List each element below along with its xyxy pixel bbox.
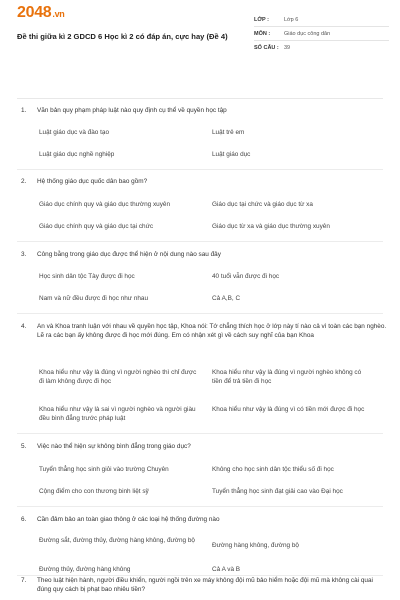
option-c[interactable]: Cộng điểm cho con thương binh liệt sỹ: [39, 488, 149, 495]
question-number: 5.: [21, 443, 27, 450]
option-b[interactable]: 40 tuổi vẫn được đi học: [212, 273, 280, 280]
exam-title: Đề thi giữa kì 2 GDCD 6 Học kì 2 có đáp án, cực hay (Đề 4): [17, 32, 228, 41]
option-d[interactable]: Tuyển thẳng học sinh đạt giải cao vào Đại học: [212, 488, 343, 495]
option-a[interactable]: Tuyển thẳng học sinh giỏi vào trường Chuyên: [39, 466, 169, 473]
question-number: 6.: [21, 516, 27, 523]
option-a[interactable]: Đường sắt, đường thủy, đường hàng không, đường bộ: [39, 537, 195, 544]
meta-label: MÔN :: [254, 30, 271, 37]
option-c[interactable]: Giáo dục chính quy và giáo dục tại chức: [39, 223, 154, 230]
question-separator: [17, 313, 383, 314]
question-separator: [17, 433, 383, 434]
question-text: Văn bản quy phạm pháp luật nào quy định cụ thể về quyền học tập: [37, 107, 227, 114]
question-number: 1.: [21, 107, 27, 114]
option-b[interactable]: Không cho học sinh dân tộc thiểu số đi học: [212, 466, 334, 473]
question-text: Cần đảm bảo an toàn giao thông ở các loại hệ thống đường nào: [37, 516, 220, 523]
question-text: Hệ thống giáo dục quốc dân bao gồm?: [37, 178, 148, 185]
option-d[interactable]: Khoa hiểu như vậy là đúng vì có tiền mới được đi học: [212, 406, 365, 413]
site-logo[interactable]: 2048.vn: [17, 4, 65, 21]
option-b[interactable]: Đường hàng không, đường bộ: [212, 542, 299, 549]
option-c[interactable]: Đường thủy, đường hàng không: [39, 566, 131, 573]
meta-value: Lớp 6: [284, 16, 299, 23]
question-separator: [17, 506, 383, 507]
option-a[interactable]: Khoa hiểu như vậy là đúng vì người nghèo thì chỉ được đi làm không được đi học: [39, 369, 197, 386]
option-d[interactable]: Luật giáo dục: [212, 151, 251, 158]
question-number: 4.: [21, 323, 27, 330]
option-d[interactable]: Cả A và B: [212, 566, 241, 573]
question-separator: [17, 169, 383, 170]
question-number: 7.: [21, 577, 27, 584]
option-d[interactable]: Cả A,B, C: [212, 295, 241, 302]
question-separator: [17, 241, 383, 242]
option-c[interactable]: Khoa hiểu như vậy là sai vì người nghèo và người giàu đều bình đẳng trước pháp luật: [39, 406, 196, 423]
option-d[interactable]: Giáo dục từ xa và giáo dục thường xuyên: [212, 223, 330, 230]
question-text: An và Khoa tranh luận với nhau về quyền học tập, Khoa nói: Tớ chẳng thích học ở lớp này tí nào cả vì toàn các bạn nghèo. Lẽ ra các bạn ấy không được đi học mới đúng. Em có nhận xét gì về cách suy nghĩ của bạn Khoa: [37, 323, 387, 340]
option-c[interactable]: Luật giáo dục nghề nghiệp: [39, 151, 115, 158]
option-a[interactable]: Giáo dục chính quy và giáo dục thường xuyên: [39, 201, 171, 208]
question-number: 2.: [21, 178, 27, 185]
question-text: Việc nào thể hiện sự không bình đẳng trong giáo dục?: [37, 443, 191, 450]
option-a[interactable]: Học sinh dân tộc Tày được đi học: [39, 273, 135, 280]
option-b[interactable]: Khoa hiểu như vậy là đúng vì người nghèo không có tiền để trả tiền đi học: [212, 369, 362, 386]
question-text: Công bằng trong giáo dục được thể hiện ở nội dung nào sau đây: [37, 251, 221, 258]
question-text: Theo luật hiện hành, người điều khiển, người ngồi trên xe máy không đội mũ bảo hiểm hoặc đội mũ mà không cài quai đúng quy cách bị phạt bao nhiêu tiền?: [37, 577, 373, 594]
meta-value: 39: [284, 45, 291, 51]
option-b[interactable]: Luật trẻ em: [212, 129, 245, 136]
meta-value: Giáo dục công dân: [284, 30, 331, 37]
option-a[interactable]: Luật giáo dục và đào tạo: [39, 129, 109, 136]
logo-suffix: .vn: [52, 9, 65, 19]
option-c[interactable]: Nam và nữ đều được đi học như nhau: [39, 295, 149, 302]
meta-label: LỚP :: [254, 16, 269, 23]
option-b[interactable]: Giáo dục tại chức và giáo dục từ xa: [212, 201, 313, 208]
question-number: 3.: [21, 251, 27, 258]
meta-label: SỐ CÂU :: [254, 45, 279, 51]
